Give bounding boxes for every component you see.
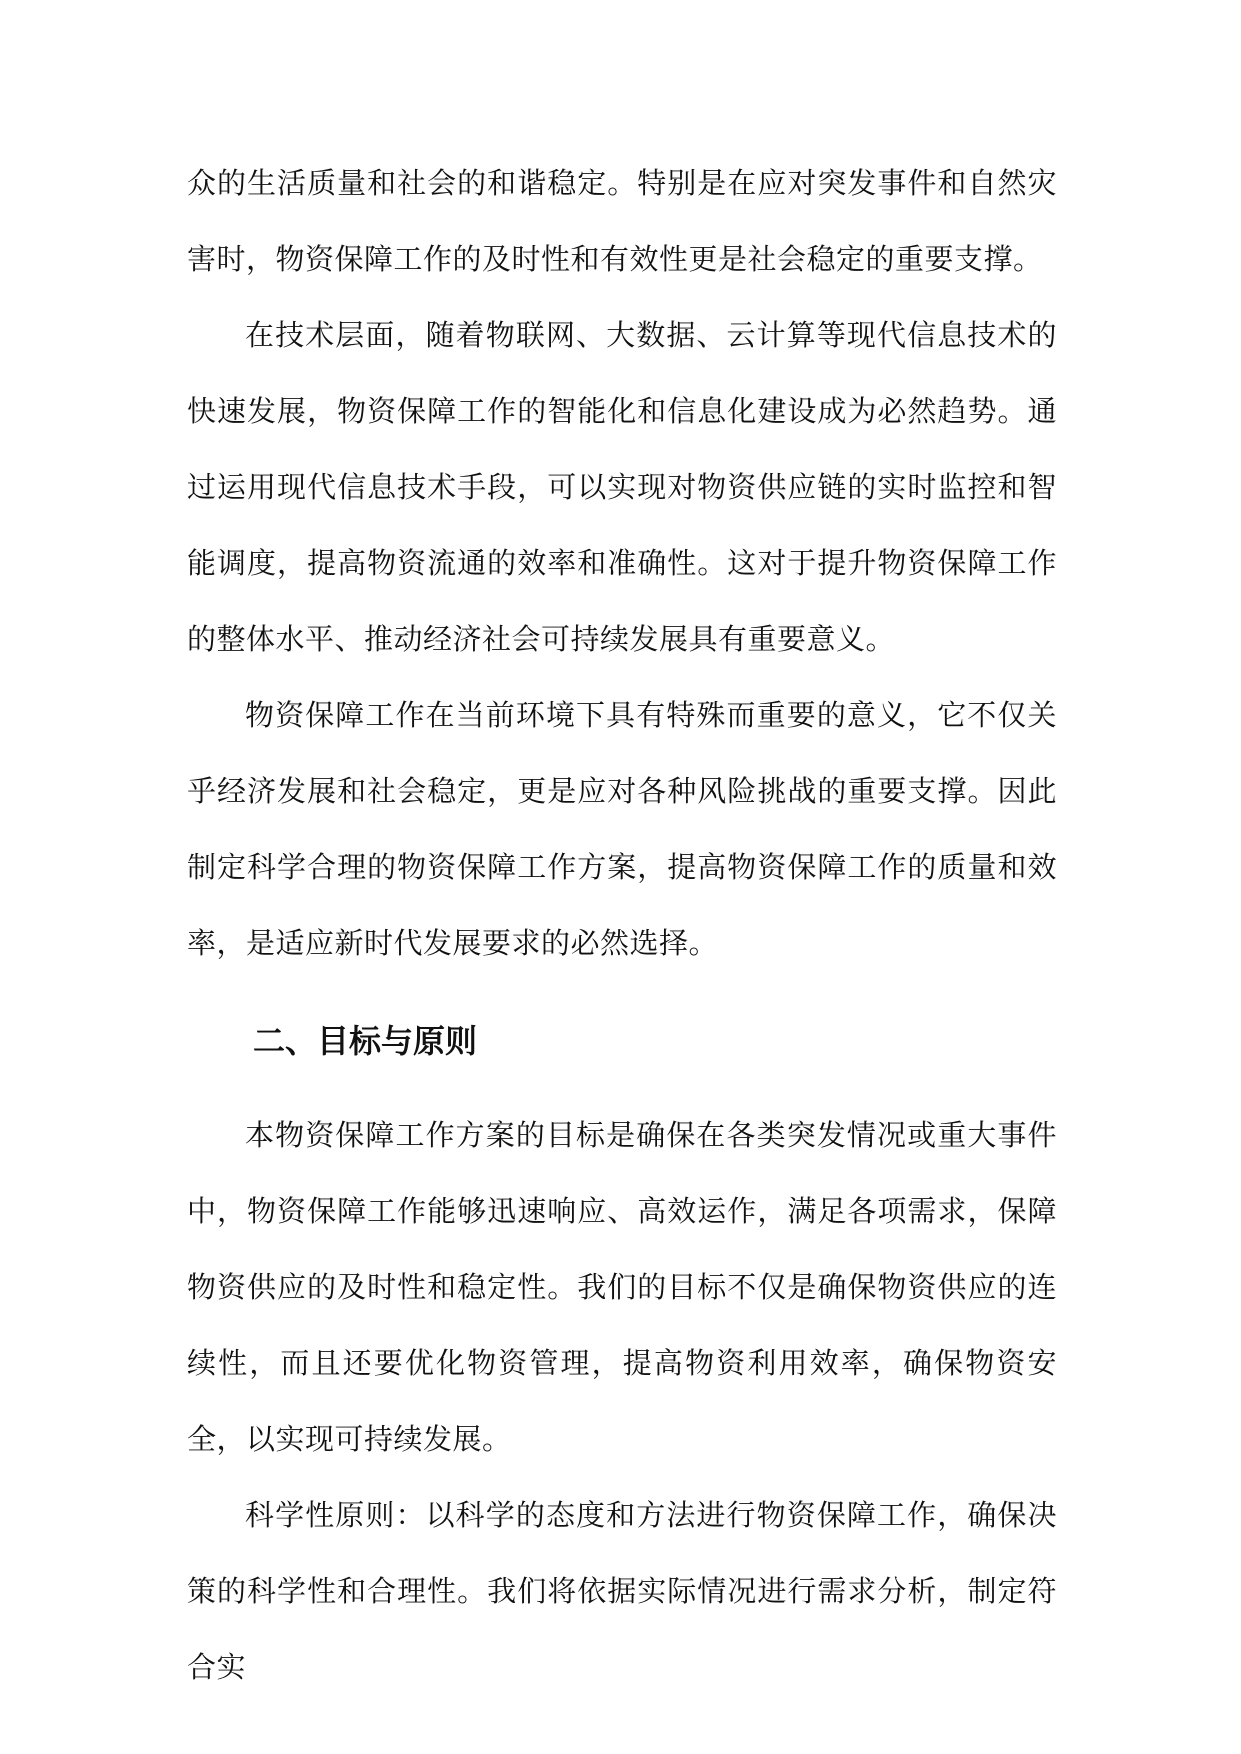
paragraph-significance: 物资保障工作在当前环境下具有特殊而重要的意义，它不仅关乎经济发展和社会稳定，更是应对各种风险挑战的重要支撑。因此制定科学合理的物资保障工作方案，提高物资保障工作的质量和效率，是适应新时代发展要求的必然选择。 (187, 698, 1057, 960)
document-body (187, 145, 1057, 1705)
paragraph-scientific-principle: 科学性原则：以科学的态度和方法进行物资保障工作，确保决策的科学性和合理性。我们将依据实际情况进行需求分析，制定符合实 (187, 1498, 1057, 1684)
paragraph-technology: 在技术层面，随着物联网、大数据、云计算等现代信息技术的快速发展，物资保障工作的智能化和信息化建设成为必然趋势。通过运用现代信息技术手段，可以实现对物资供应链的实时监控和智能调度，提高物资流通的效率和准确性。这对于提升物资保障工作的整体水平、推动经济社会可持续发展具有重要意义。 (187, 318, 1057, 656)
section-heading: 二、目标与原则 (253, 1022, 478, 1060)
paragraph-goal: 本物资保障工作方案的目标是确保在各类突发情况或重大事件中，物资保障工作能够迅速响应、高效运作，满足各项需求，保障物资供应的及时性和稳定性。我们的目标不仅是确保物资供应的连续性，而且还要优化物资管理，提高物资利用效率，确保物资安全，以实现可持续发展。 (187, 1118, 1057, 1456)
paragraph-continuation: 众的生活质量和社会的和谐稳定。特别是在应对突发事件和自然灾害时，物资保障工作的及时性和有效性更是社会稳定的重要支撑。 (187, 166, 1057, 276)
